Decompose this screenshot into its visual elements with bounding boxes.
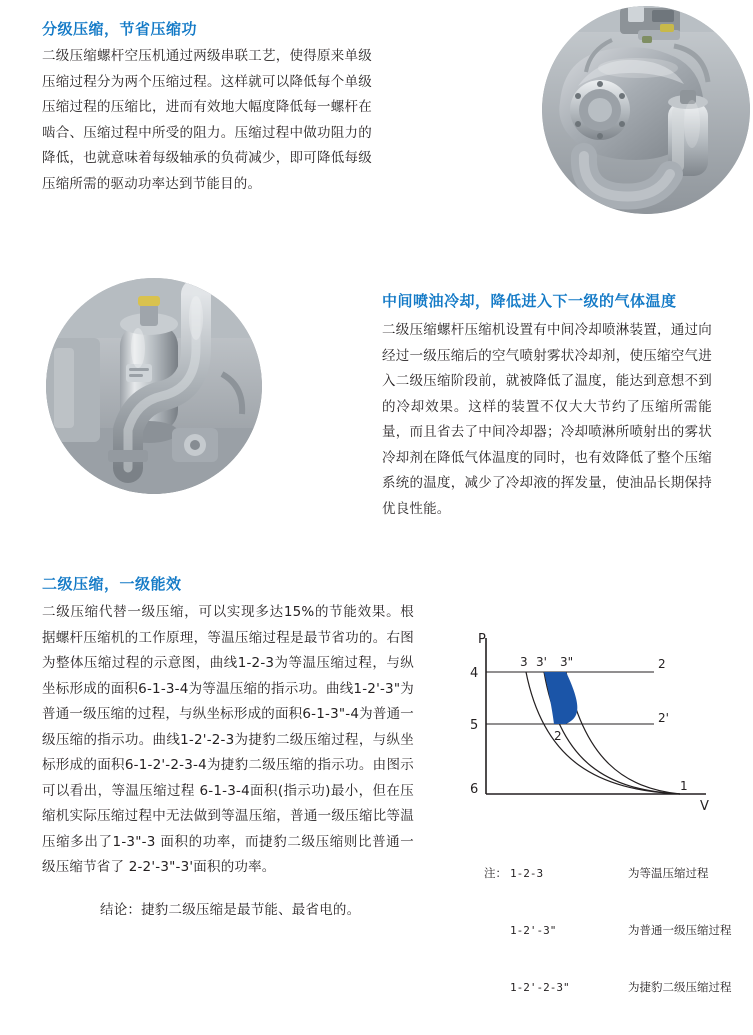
chart-note-symbol: 1-2-3 <box>510 867 544 880</box>
conclusion-text: 结论：捷豹二级压缩是最节能、最省电的。 <box>100 902 361 918</box>
chart-note-row <box>484 978 732 997</box>
svg-text:2': 2' <box>658 711 669 725</box>
svg-text:V: V <box>700 799 709 814</box>
section-2-body: 二级压缩螺杆压缩机设置有中间冷却喷淋装置，通过向经过一级压缩后的空气喷射雾状冷却剂，使压缩空气进入二级压缩阶段前，就被降低了温度，能达到意想不到的冷却效果。这样的装置不仅大大节约了压缩所需能量，而且省去了中间冷却器；冷却喷淋所喷射出的雾状冷却剂在降低气体温度的同时，也有效降低了整个压缩系统的温度，减少了冷却液的挥发量，使油品长期保持优良性能。 <box>382 322 712 517</box>
svg-text:5: 5 <box>470 718 479 733</box>
chart-note-symbol: 1-2'-2-3" <box>510 981 570 994</box>
svg-text:3": 3" <box>560 655 574 669</box>
section-1-heading: 分级压缩，节省压缩功 <box>42 20 198 38</box>
photo-oil-injection-cooling <box>46 278 262 494</box>
section-2-heading: 中间喷油冷却，降低进入下一级的气体温度 <box>382 292 677 310</box>
svg-text:P: P <box>478 632 486 647</box>
chart-note-symbol: 1-2'-3" <box>510 924 557 937</box>
photo-two-stage-airend <box>542 6 750 214</box>
svg-text:2: 2 <box>554 729 562 743</box>
svg-text:3': 3' <box>536 655 547 669</box>
svg-text:3: 3 <box>520 655 528 669</box>
chart-note-row <box>484 864 732 883</box>
chart-note-text: 为等温压缩过程 <box>628 866 709 880</box>
svg-text:2: 2 <box>658 657 666 671</box>
svg-text:4: 4 <box>470 666 479 681</box>
section-1-body: 二级压缩螺杆空压机通过两级串联工艺，使得原来单级压缩过程分为两个压缩过程。这样就可以降低每个单级压缩过程的压缩比，进而有效地大幅度降低每一螺杆在啮合、压缩过程中所受的阻力。压缩过程中做功阻力的降低，也就意味着每级轴承的负荷减少，即可降低每级压缩所需的驱动功率达到节能目的。 <box>42 48 372 192</box>
compression-pv-diagram <box>448 630 718 820</box>
chart-note-text: 为捷豹二级压缩过程 <box>628 980 732 994</box>
svg-text:6: 6 <box>470 782 479 797</box>
section-3-heading: 二级压缩，一级能效 <box>42 575 182 593</box>
chart-note-text: 为普通一级压缩过程 <box>628 923 732 937</box>
chart-notes-prefix: 注： <box>484 866 507 880</box>
section-3-body: 二级压缩代替一级压缩，可以实现多达15%的节能效果。根据螺杆压缩机的工作原理，等温压缩过程是最节省功的。右图为整体压缩过程的示意图，曲线1-2-3为等温压缩过程，与纵坐标形成的面积6-1-3-4为等温压缩的指示功。曲线1-2'-3"为普通一级压缩的过程，与纵坐标形成的面积6-1-3"-4为普通一级压缩的指示功。曲线1-2'-2-3为捷豹二级压缩过程，与纵坐标形成的面积6-1-2'-2-3-4为捷豹二级压缩的指示功。由图示可以看出，等温压缩过程 6-1-3-4面积(指示功)最小，但在压缩机实际压缩过程中无法做到等温压缩，普通一级压缩比等温压缩多出了1-3"-3 面积的功率，而捷豹二级压缩则比普通一级压缩节省了 2-2'-3"-3'面积的功率。 <box>42 604 414 875</box>
svg-text:1: 1 <box>680 779 688 793</box>
chart-note-spacer <box>484 978 510 997</box>
